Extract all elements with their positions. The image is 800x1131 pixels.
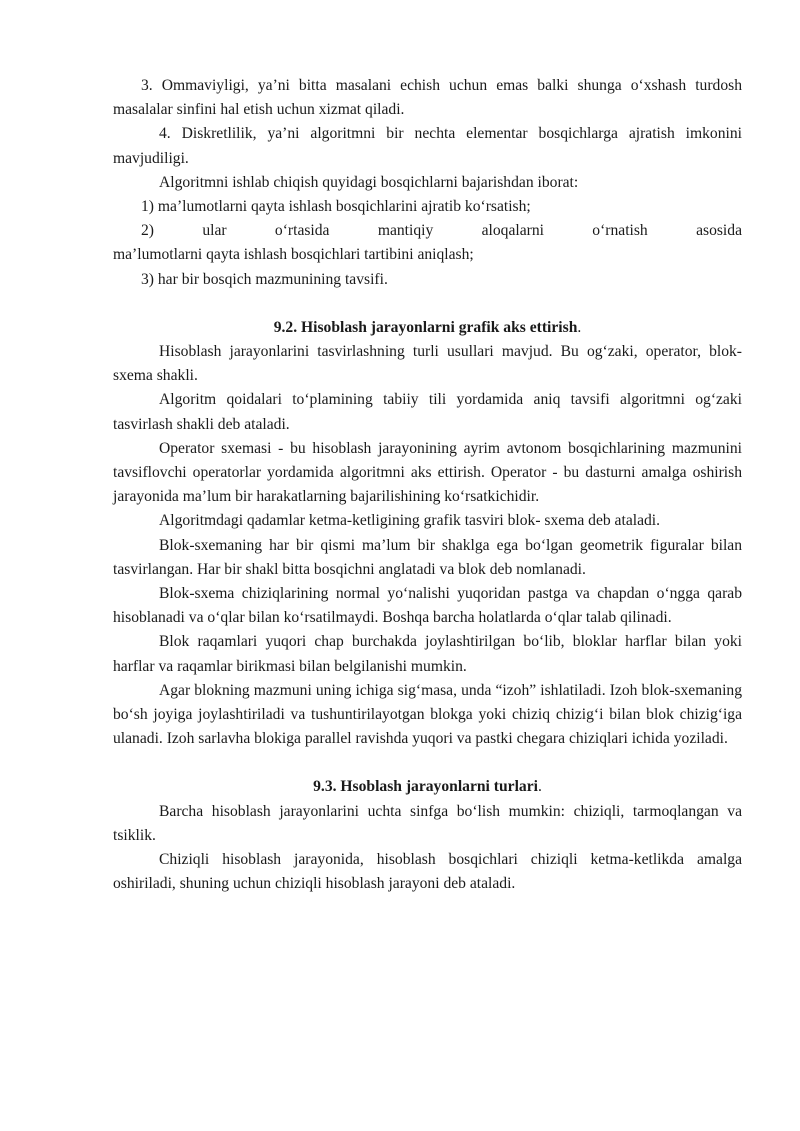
stage-1: 1) ma’lumotlarni qayta ishlash bosqichlarini ajratib ko‘rsatish; bbox=[141, 198, 531, 216]
stages-lead: Algoritmni ishlab chiqish quyidagi bosqichlarni bajarishdan iborat: bbox=[159, 173, 579, 191]
stage-3: 3) har bir bosqich mazmunining tavsifi. bbox=[141, 270, 388, 288]
section-gap bbox=[113, 751, 742, 775]
section-heading-9-3-text: 9.3. Hsoblash jarayonlarni turlari bbox=[313, 778, 538, 796]
paragraph: Blok raqamlari yuqori chap burchakda joylashtirilgan bo‘lib, bloklar harflar bilan yoki harflar va raqamlar birikmasi bilan belgilanishi mumkin. bbox=[113, 633, 742, 675]
section-heading-9-2-text: 9.2. Hisoblash jarayonlarni grafik aks ettirish bbox=[273, 318, 578, 336]
paragraph: Algoritmdagi qadamlar ketma-ketligining grafik tasviri blok- sxema deb ataladi. bbox=[159, 512, 661, 530]
intro-item-3: 3. Ommaviyligi, ya’ni bitta masalani echish uchun emas balki shunga o‘xshash turdosh masalalar sinfini hal etish uchun xizmat qiladi. bbox=[113, 77, 742, 119]
stage-2-line-2: ma’lumotlarni qayta ishlash bosqichlari tartibini aniqlash; bbox=[113, 246, 474, 264]
paragraph: Agar blokning mazmuni uning ichiga sig‘masa, unda “izoh” ishlatiladi. Izoh blok-sxemaning bo‘sh joyiga joylashtiriladi va tushuntirilayotgan blokga yoki chiziq chizig‘i bilan blok chizig‘iga ulanadi. Izoh sarlavha blokiga parallel ravishda yuqori va pastki chegara chiziqlari ichida yoziladi. bbox=[113, 681, 742, 748]
paragraph: Blok-sxemaning har bir qismi ma’lum bir shaklga ega bo‘lgan geometrik figuralar bilan tasvirlangan. Har bir shakl bitta bosqichni anglatadi va blok deb nomlanadi. bbox=[113, 536, 742, 578]
section-heading-9-2-tail: . bbox=[577, 318, 582, 336]
paragraph: Operator sxemasi - bu hisoblash jarayonining ayrim avtonom bosqichlarining mazmunini tavsiflovchi operatorlar yordamida algoritmni aks ettirish. Operator - bu dasturni amalga oshirish jarayonida ma’lum bir harakatlarning bajarilishining ko‘rsatkichidir. bbox=[113, 439, 742, 506]
section-heading-9-2 bbox=[113, 316, 742, 340]
paragraph: Blok-sxema chiziqlarining normal yo‘nalishi yuqoridan pastga va chapdan o‘ngga qarab hisoblanadi va o‘qlar bilan ko‘rsatilmaydi. Boshqa barcha holatlarda o‘qlar talab qilinadi. bbox=[113, 585, 742, 627]
intro-item-4: 4. Diskretlilik, ya’ni algoritmni bir nechta elementar bosqichlarga ajratish imkonini mavjudiligi. bbox=[113, 125, 742, 167]
paragraph: Chiziqli hisoblash jarayonida, hisoblash bosqichlari chiziqli ketma-ketlikda amalga oshiriladi, shuning uchun chiziqli hisoblash jarayoni deb ataladi. bbox=[113, 851, 742, 893]
paragraph: Hisoblash jarayonlarini tasvirlashning turli usullari mavjud. Bu og‘zaki, operator, blok-sxema shakli. bbox=[113, 343, 742, 385]
document-page bbox=[113, 74, 742, 897]
paragraph: Barcha hisoblash jarayonlarini uchta sinfga bo‘lish mumkin: chiziqli, tarmoqlangan va tsiklik. bbox=[113, 802, 742, 844]
section-gap bbox=[113, 292, 742, 316]
section-heading-9-3-tail: . bbox=[537, 778, 542, 796]
section-heading-9-3 bbox=[113, 775, 742, 799]
stage-2-line-1: 2) ular o‘rtasida mantiqiy aloqalarni o‘rnatish asosida bbox=[141, 222, 742, 240]
paragraph: Algoritm qoidalari to‘plamining tabiiy tili yordamida aniq tavsifi algoritmni og‘zaki tasvirlash shakli deb ataladi. bbox=[113, 391, 742, 433]
